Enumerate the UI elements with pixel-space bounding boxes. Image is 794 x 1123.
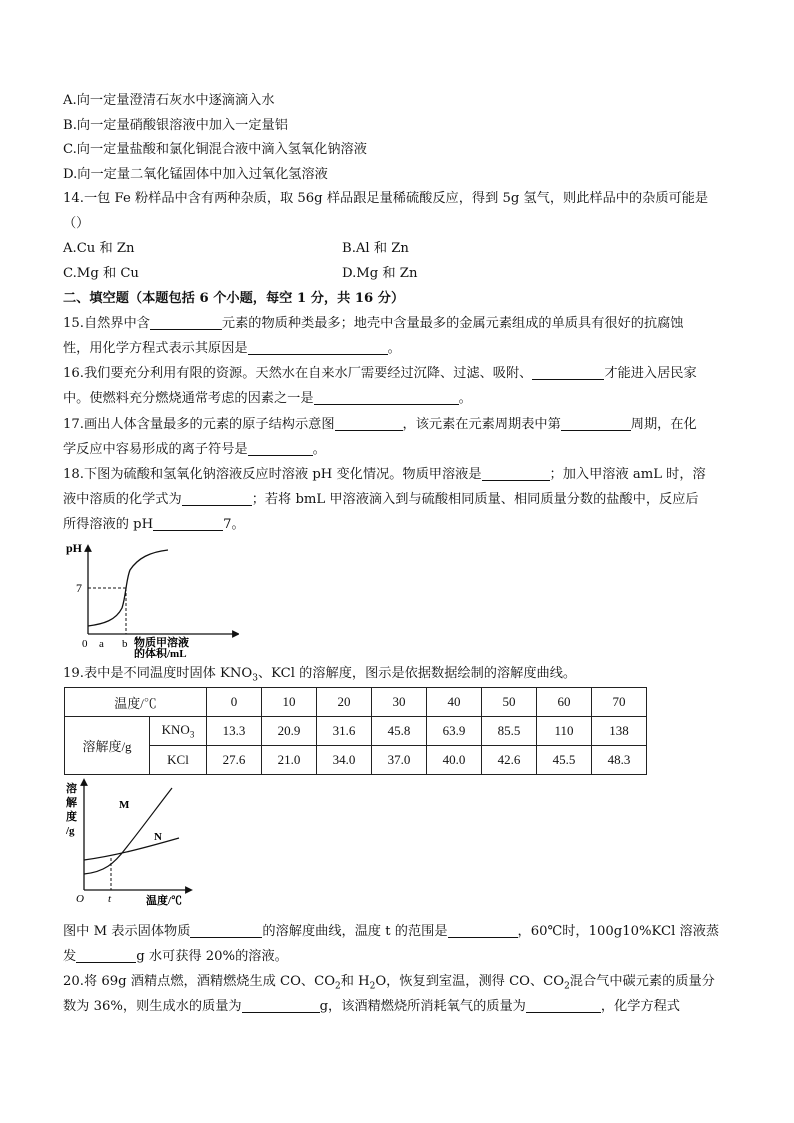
q18-line3 xyxy=(63,516,245,534)
table-kno3-2: 31.6 xyxy=(317,717,372,746)
q13-option-a: A.向一定量澄清石灰水中逐滴滴入水 xyxy=(63,93,275,108)
ph-tick-0: 0 xyxy=(82,638,88,650)
q15-blank-2[interactable] xyxy=(248,340,388,355)
q14-option-c: C.Mg 和 Cu xyxy=(63,266,139,281)
table-kcl-2: 34.0 xyxy=(317,746,372,775)
q15-text-b: 元素的物质种类最多；地壳中含量最多的金属元素组成的单质具有很好的抗腐蚀 xyxy=(221,316,684,331)
q18-text-b: ；加入甲溶液 amL 时，溶 xyxy=(549,467,706,482)
q20-text-e: 数为 36%，则生成水的质量为 xyxy=(63,999,242,1014)
q20-blank-2[interactable] xyxy=(526,998,601,1013)
sol-y-label-4: /g xyxy=(66,825,75,837)
table-kno3-3: 45.8 xyxy=(372,717,427,746)
table-label-kno3 xyxy=(150,717,207,746)
q17-text-d: 学反应中容易形成的离子符号是 xyxy=(63,442,248,457)
q14-option-d: D.Mg 和 Zn xyxy=(342,266,418,281)
q16-text-d: 。 xyxy=(458,391,472,406)
table-kcl-3: 37.0 xyxy=(372,746,427,775)
q18-line2 xyxy=(63,491,699,509)
q19b-line1 xyxy=(63,923,719,941)
q20-text-a: 20.将 69g 酒精点燃，酒精燃烧生成 CO、CO xyxy=(63,974,336,989)
table-kcl-6: 45.5 xyxy=(537,746,592,775)
q17-text-e: 。 xyxy=(312,442,326,457)
q14-stem: 14.一包 Fe 粉样品中含有两种杂质，取 56g 样品跟足量稀硫酸反应，得到 5g 氢气，则此样品中的杂质可能是 xyxy=(63,191,709,206)
q19-pre: 19.表中是不同温度时固体 KNO xyxy=(63,666,253,681)
q20-text-d: 混合气中碳元素的质量分 xyxy=(569,974,715,989)
q20-text-g: ，化学方程式 xyxy=(600,999,680,1014)
section-title: 二、填空题（本题包括 6 个小题，每空 1 分，共 16 分） xyxy=(63,291,405,306)
q16-text-c: 中。使燃料充分燃烧通常考虑的因素之一是 xyxy=(63,391,314,406)
q18-blank-2[interactable] xyxy=(182,491,252,506)
table-temp-0: 0 xyxy=(207,688,262,717)
q20-line2 xyxy=(63,998,680,1016)
q15-text-a: 15.自然界中含 xyxy=(63,316,150,331)
table-header-solubility: 溶解度/g xyxy=(65,717,150,775)
q16-line1 xyxy=(63,365,697,383)
table-temp-2: 20 xyxy=(317,688,372,717)
table-kno3-5: 85.5 xyxy=(482,717,537,746)
q20-sub-2: 2 xyxy=(369,981,376,992)
table-temp-5: 50 xyxy=(482,688,537,717)
q19b-line2 xyxy=(63,948,288,966)
q19b-blank-3[interactable] xyxy=(76,948,136,963)
table-row-kcl xyxy=(65,746,647,775)
q20-blank-1[interactable] xyxy=(242,998,320,1013)
q14-option-a: A.Cu 和 Zn xyxy=(63,241,135,256)
sol-y-label-3: 度 xyxy=(66,811,77,823)
solubility-chart xyxy=(64,778,224,908)
table-kcl-1: 21.0 xyxy=(262,746,317,775)
q17-text-c: 周期，在化 xyxy=(630,417,697,432)
q16-blank-1[interactable] xyxy=(532,365,604,380)
q19b-text-d: 发 xyxy=(63,949,77,964)
q15-blank-1[interactable] xyxy=(150,315,222,330)
q20-text-f: g，该酒精燃烧所消耗氧气的质量为 xyxy=(319,999,526,1014)
q18-text-c: 液中溶质的化学式为 xyxy=(63,492,182,507)
q14-option-b: B.Al 和 Zn xyxy=(342,241,409,256)
ph-x-label-2: 的体积/mL xyxy=(134,648,187,658)
table-row-temp xyxy=(65,688,647,717)
q20-line1 xyxy=(63,973,715,996)
sol-label-m: M xyxy=(119,799,130,811)
q17-blank-3[interactable] xyxy=(248,441,313,456)
q19-post: 、KCl 的溶解度，图示是依据数据绘制的溶解度曲线。 xyxy=(257,666,577,681)
q17-blank-1[interactable] xyxy=(335,416,403,431)
q19b-text-b: 的溶解度曲线，温度 t 的范围是 xyxy=(262,924,448,939)
ph-x-label-1: 物质甲溶液 xyxy=(134,637,189,649)
q19b-text-a: 图中 M 表示固体物质 xyxy=(63,924,191,939)
q20-sub-1: 2 xyxy=(335,981,341,992)
q18-blank-3[interactable] xyxy=(153,516,223,531)
ph-tick-b: b xyxy=(122,638,128,650)
table-kno3-4: 63.9 xyxy=(427,717,482,746)
q15-text-d: 。 xyxy=(387,341,401,356)
q18-text-e: 所得溶液的 pH xyxy=(63,517,154,532)
q19-line1 xyxy=(63,665,576,688)
q19-sub: 3 xyxy=(252,673,258,684)
sol-y-label-2: 解 xyxy=(66,797,77,809)
table-row-kno3 xyxy=(65,717,647,746)
q17-text-a: 17.画出人体含量最多的元素的原子结构示意图 xyxy=(63,417,335,432)
ph-chart xyxy=(64,540,239,658)
table-kcl-4: 40.0 xyxy=(427,746,482,775)
sol-origin: O xyxy=(76,893,84,905)
solubility-table xyxy=(64,687,647,775)
table-kno3-0: 13.3 xyxy=(207,717,262,746)
table-temp-4: 40 xyxy=(427,688,482,717)
q19b-text-e: g 水可获得 20%的溶液。 xyxy=(136,949,288,964)
table-temp-6: 60 xyxy=(537,688,592,717)
ph-mark-7: 7 xyxy=(76,581,82,595)
q17-line1 xyxy=(63,416,697,434)
q15-text-c: 性，用化学方程式表示其原因是 xyxy=(63,341,248,356)
q18-line1 xyxy=(63,466,706,484)
kno3-text: KNO xyxy=(161,722,190,738)
q14-paren: （） xyxy=(63,216,90,231)
q17-line2 xyxy=(63,441,326,459)
q18-blank-1[interactable] xyxy=(482,466,550,481)
sol-x-label: 温度/℃ xyxy=(146,895,183,907)
q20-text-c: O，恢复到室温，测得 CO、CO xyxy=(375,974,565,989)
sol-t-label: t xyxy=(108,893,112,905)
q19b-text-c: ，60℃时，100g10%KCl 溶液蒸 xyxy=(517,924,720,939)
q19b-blank-1[interactable] xyxy=(190,923,262,938)
table-kno3-6: 110 xyxy=(537,717,592,746)
q20-text-b: 和 H xyxy=(340,974,370,989)
q16-text-a: 16.我们要充分利用有限的资源。天然水在自来水厂需要经过沉降、过滤、吸附、 xyxy=(63,366,533,381)
table-temp-7: 70 xyxy=(592,688,647,717)
table-header-temp: 温度/℃ xyxy=(65,688,207,717)
table-kcl-5: 42.6 xyxy=(482,746,537,775)
table-label-kcl: KCl xyxy=(150,746,207,775)
table-kno3-7: 138 xyxy=(592,717,647,746)
table-kcl-0: 27.6 xyxy=(207,746,262,775)
table-kcl-7: 48.3 xyxy=(592,746,647,775)
q13-option-c: C.向一定量盐酸和氯化铜混合液中滴入氢氧化钠溶液 xyxy=(63,142,367,157)
table-kno3-1: 20.9 xyxy=(262,717,317,746)
q18-text-f: 7。 xyxy=(223,517,245,532)
q16-blank-2[interactable] xyxy=(314,390,459,405)
q18-text-a: 18.下图为硫酸和氢氧化钠溶液反应时溶液 pH 变化情况。物质甲溶液是 xyxy=(63,467,482,482)
kno3-sub: 3 xyxy=(189,729,195,740)
q13-option-b: B.向一定量硝酸银溶液中加入一定量铝 xyxy=(63,118,288,133)
q17-blank-2[interactable] xyxy=(561,416,631,431)
q16-line2 xyxy=(63,390,472,408)
q20-sub-3: 2 xyxy=(564,981,570,992)
table-temp-1: 10 xyxy=(262,688,317,717)
ph-y-label: pH xyxy=(66,541,83,555)
q18-text-d: ；若将 bmL 甲溶液滴入到与硫酸相同质量、相同质量分数的盐酸中，反应后 xyxy=(251,492,699,507)
q19b-blank-2[interactable] xyxy=(448,923,518,938)
ph-tick-a: a xyxy=(99,638,104,650)
q15-line2 xyxy=(63,340,401,358)
q17-text-b: ，该元素在元素周期表中第 xyxy=(402,417,561,432)
table-temp-3: 30 xyxy=(372,688,427,717)
q16-text-b: 才能进入居民家 xyxy=(604,366,697,381)
q13-option-d: D.向一定量二氧化锰固体中加入过氧化氢溶液 xyxy=(63,167,328,182)
q15-line1 xyxy=(63,315,683,333)
sol-y-label-1: 溶 xyxy=(66,783,77,795)
sol-label-n: N xyxy=(154,831,162,843)
